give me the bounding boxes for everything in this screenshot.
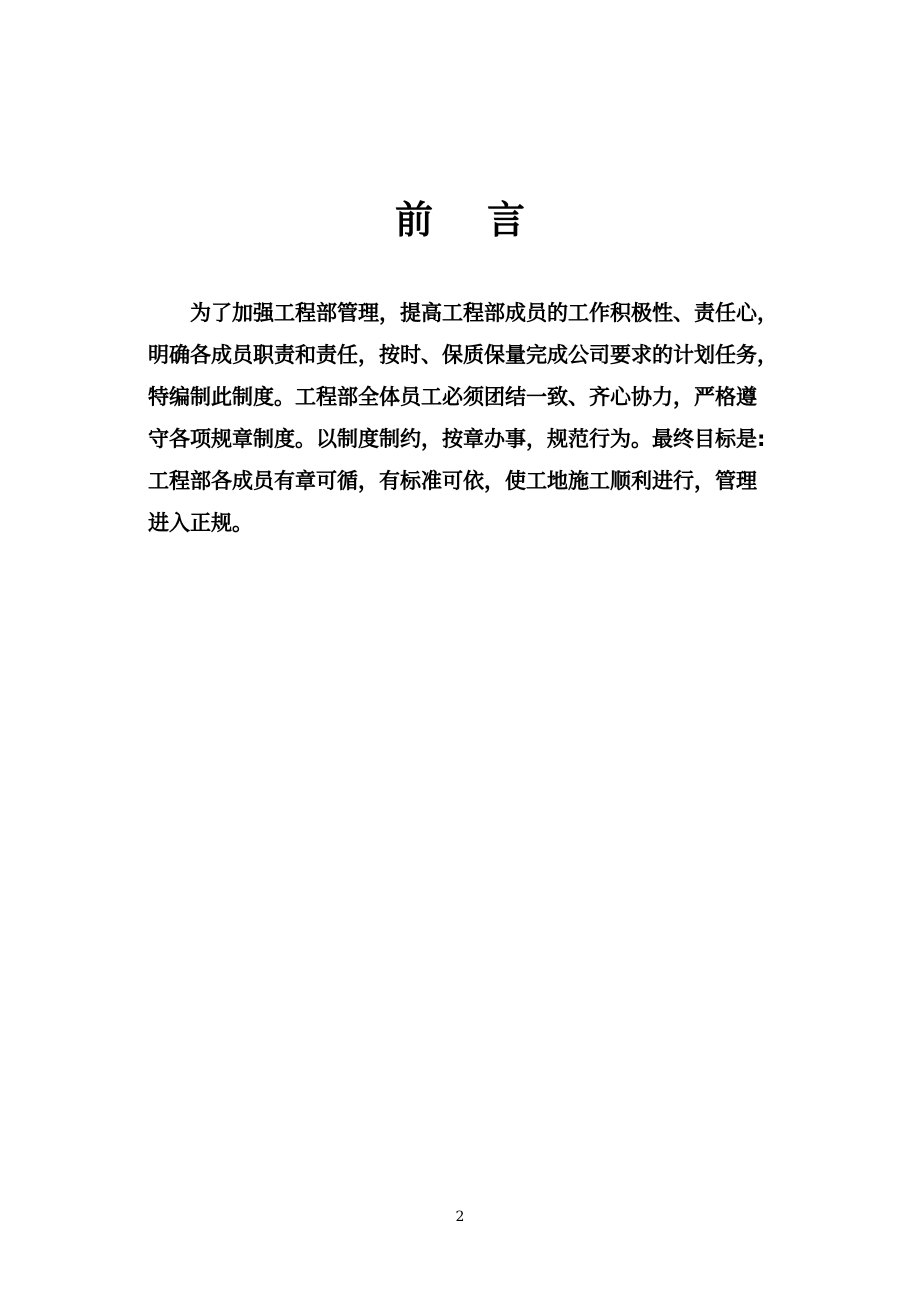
paragraph-line: 明确各成员职责和责任，按时、保质保量完成公司要求的计划任务， xyxy=(148,343,778,367)
paragraph-line: 工程部各成员有章可循，有标准可依，使工地施工顺利进行，管理 xyxy=(148,469,757,493)
paragraph-line: 守各项规章制度。以制度制约，按章办事，规范行为。最终目标是: xyxy=(148,427,766,451)
preface-paragraph xyxy=(148,292,788,544)
page-title: 前言 xyxy=(394,198,579,242)
paragraph-line: 为了加强工程部管理，提高工程部成员的工作积极性、责任心， xyxy=(190,301,778,325)
paragraph-line: 进入正规。 xyxy=(148,511,253,535)
page-number: 2 xyxy=(455,1209,465,1225)
paragraph-line: 特编制此制度。工程部全体员工必须团结一致、齐心协力，严格遵 xyxy=(148,385,757,409)
